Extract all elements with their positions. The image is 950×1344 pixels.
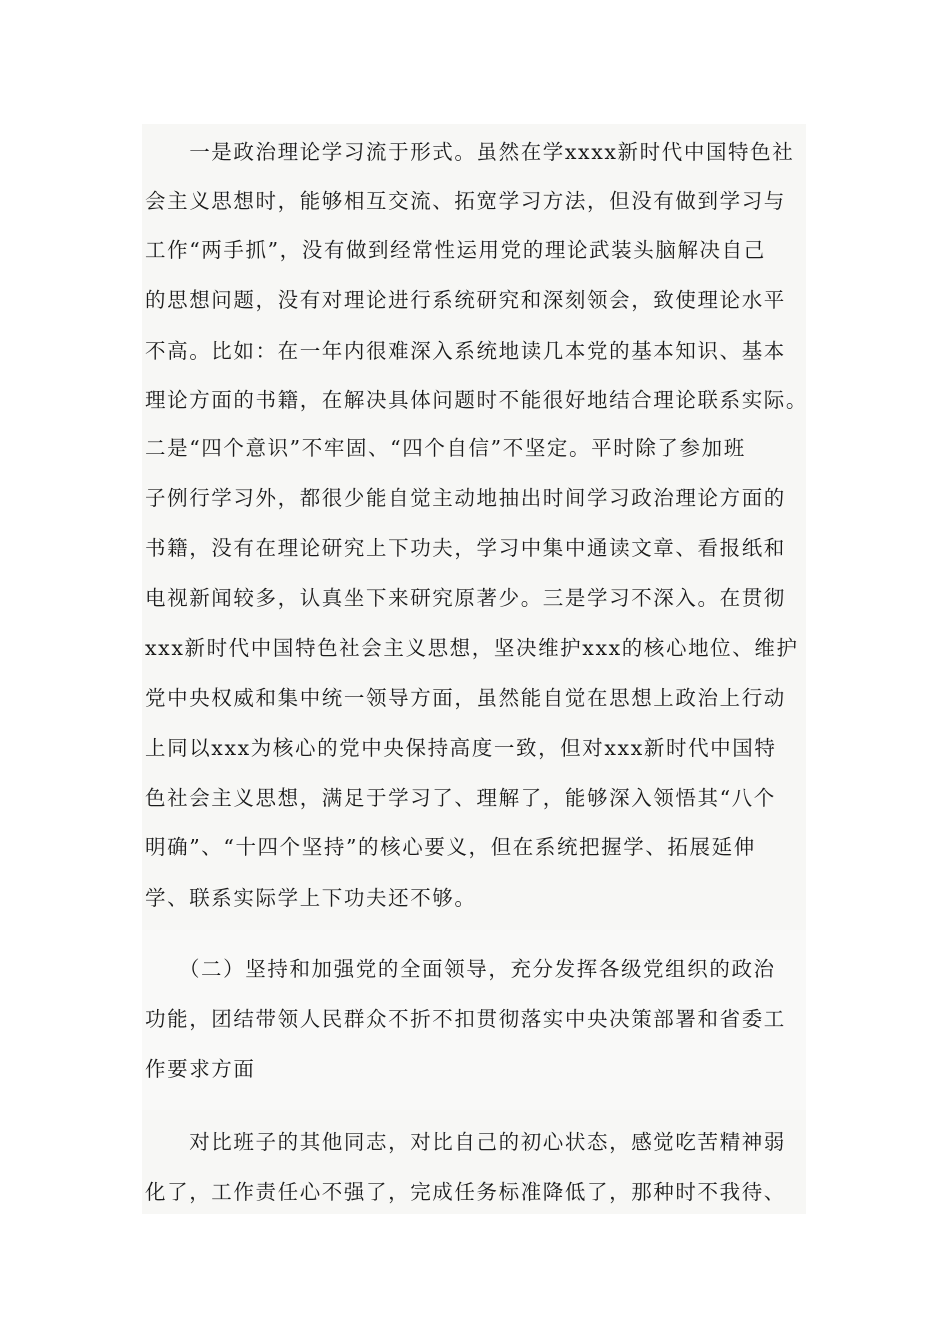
text-line: 明确”、“十四个坚持”的核心要义，但在系统把握学、拓展延伸 <box>145 835 756 859</box>
text-line: 子例行学习外，都很少能自觉主动地抽出时间学习政治理论方面的 <box>145 486 786 510</box>
text-line: 的思想问题，没有对理论进行系统研究和深刻领会，致使理论水平 <box>145 288 786 312</box>
text-line: 学、联系实际学上下功夫还不够。 <box>145 886 477 910</box>
text-line: 化了，工作责任心不强了，完成任务标准降低了，那种时不我待、 <box>145 1180 786 1204</box>
text-line: 对比班子的其他同志，对比自己的初心状态，感觉吃苦精神弱 <box>145 1130 786 1154</box>
text-line: xxx新时代中国特色社会主义思想，坚决维护xxx的核心地位、维护 <box>145 636 799 660</box>
text-line: 会主义思想时，能够相互交流、拓宽学习方法，但没有做到学习与 <box>145 189 786 213</box>
text-line: 电视新闻较多，认真坐下来研究原著少。三是学习不深入。在贯彻 <box>145 586 786 610</box>
text-line: 不高。比如：在一年内很难深入系统地读几本党的基本知识、基本 <box>145 339 786 363</box>
text-line: 理论方面的书籍，在解决具体问题时不能很好地结合理论联系实际。 <box>145 388 808 412</box>
section-heading-line: （二）坚持和加强党的全面领导，充分发挥各级党组织的政治 <box>145 957 776 981</box>
text-line: 上同以xxx为核心的党中央保持高度一致，但对xxx新时代中国特 <box>145 736 777 760</box>
section-heading-line: 作要求方面 <box>145 1057 256 1081</box>
text-line: 党中央权威和集中统一领导方面，虽然能自觉在思想上政治上行动 <box>145 686 786 710</box>
text-line: 工作“两手抓”，没有做到经常性运用党的理论武装头脑解决自己 <box>145 238 766 262</box>
text-line: 色社会主义思想，满足于学习了、理解了，能够深入领悟其“八个 <box>145 786 776 810</box>
text-line: 一是政治理论学习流于形式。虽然在学xxxx新时代中国特色社 <box>145 140 795 164</box>
text-line: 二是“四个意识”不牢固、“四个自信”不坚定。平时除了参加班 <box>145 436 746 460</box>
text-line: 书籍，没有在理论研究上下功夫，学习中集中通读文章、看报纸和 <box>145 536 786 560</box>
section-heading-line: 功能，团结带领人民群众不折不扣贯彻落实中央决策部署和省委工 <box>145 1007 786 1031</box>
